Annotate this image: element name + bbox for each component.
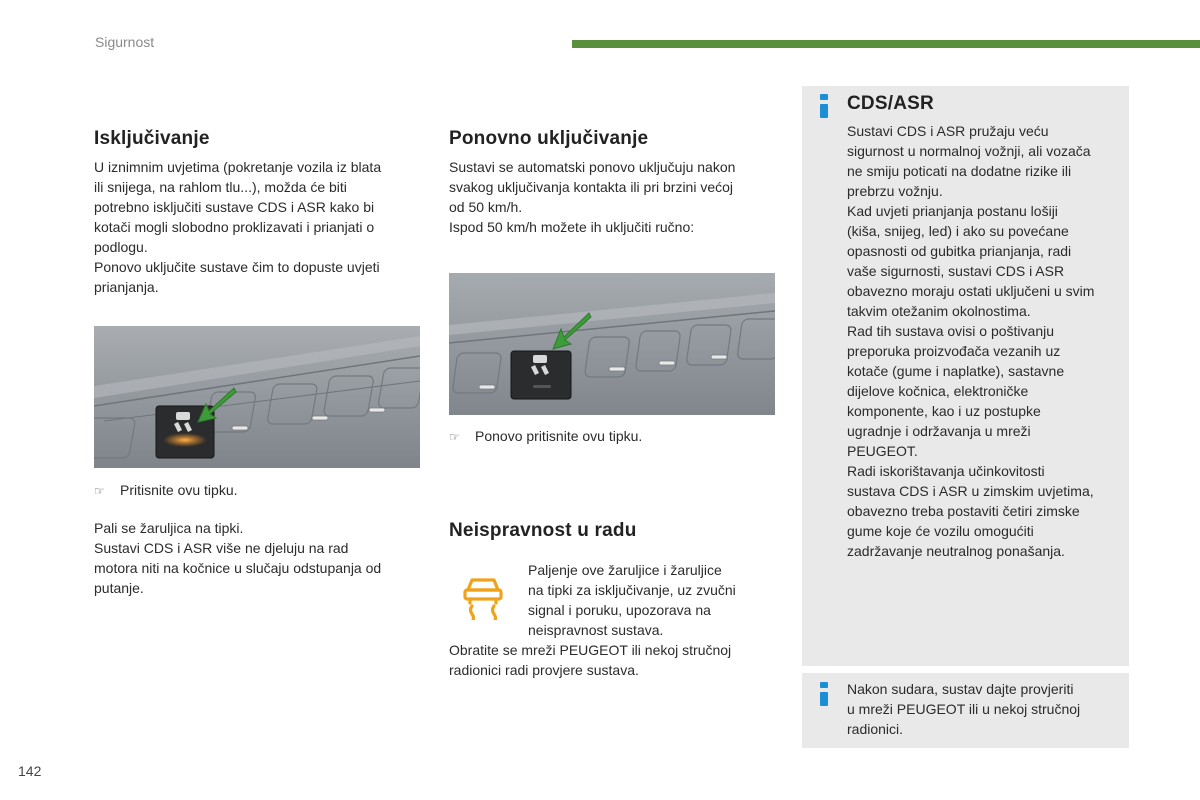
button-panel-photo-on [449,273,775,415]
text-line: od 50 km/h. [449,199,523,215]
text-line: Sustavi CDS i ASR više ne djeluju na rad [94,540,349,556]
text-line: Rad tih sustava ovisi o poštivanju [847,323,1054,339]
bullet-arrow-icon: ☞ [94,484,105,498]
section-title-reenable: Ponovno uključivanje [449,128,649,149]
info-icon-stem [820,104,828,118]
info-box-cds-asr [802,86,1129,666]
text-line: Nakon sudara, sustav dajte provjeriti [847,681,1074,697]
text-line: radionici. [847,721,904,737]
malfunction-description [528,560,778,640]
section-title-malfunction: Neispravnost u radu [449,520,637,541]
text-line: motora niti na kočnice u slučaju odstupanja od [94,560,382,576]
page-number: 142 [18,763,42,779]
info-box-after-collision [802,673,1129,748]
text-line: vaše sigurnosti, sustavi CDS i ASR [847,263,1065,279]
text-line: potrebno isključiti sustave CDS i ASR kako bi [94,199,375,215]
traction-warning-icon [460,574,506,620]
text-line: sigurnost u normalnoj vožnji, ali vozača [847,143,1091,159]
text-line: prianjanja. [94,279,159,295]
text-line: obavezno treba postaviti četiri zimske [847,503,1080,519]
bullet-arrow-icon: ☞ [449,430,460,444]
text-line: obavezno moraju ostati uključeni u svim [847,283,1095,299]
text-line: PEUGEOT. [847,443,918,459]
info-box-title: CDS/ASR [847,93,934,114]
text-line: Paljenje ove žaruljice i žaruljice [528,562,722,578]
text-line: (kiša, snijeg, led) i ako su povećane [847,223,1069,239]
text-line: takvim otežanim okolnostima. [847,303,1031,319]
text-line: Kad uvjeti prianjanja postanu lošiji [847,203,1058,219]
text-line: podlogu. [94,239,148,255]
text-line: sustava CDS i ASR u zimskim uvjetima, [847,483,1094,499]
info-icon [820,682,828,688]
text-line: prebrzu vožnju. [847,183,943,199]
section-label: Sigurnost [95,34,155,50]
text-line: Pali se žaruljica na tipki. [94,520,244,536]
text-line: radionici radi provjere sustava. [449,662,639,678]
info-icon-stem [820,692,828,706]
bullet-text: Pritisnite ovu tipku. [120,482,238,498]
text-line: dijelove kočnica, elektroničke [847,383,1029,399]
text-line: neispravnost sustava. [528,622,664,638]
text-line: kotači mogli slobodno proklizavati i prianjati o [94,219,375,235]
text-line: Sustavi CDS i ASR pružaju veću [847,123,1049,139]
info-box-body [847,121,1127,561]
text-line: signal i poruku, upozorava na [528,602,711,618]
text-line: Ponovo uključite sustave čim to dopuste uvjeti [94,259,380,275]
text-line: na tipki za isključivanje, uz zvučni [528,582,736,598]
text-line: Radi iskorištavanja učinkovitosti [847,463,1045,479]
text-line: Obratite se mreži PEUGEOT ili nekoj stručnoj [449,642,732,658]
button-panel-illustration [449,273,775,415]
disable-paragraph [94,157,424,297]
section-title-disable: Isključivanje [94,128,210,149]
text-line: zadržavanje neutralnog ponašanja. [847,543,1065,559]
info-icon [820,94,828,100]
bullet-press-again [449,426,779,447]
button-panel-photo-off [94,326,420,468]
button-panel-illustration [94,326,420,468]
text-line: kotače (gume i naplatke), sastavne [847,363,1065,379]
text-line: opasnosti od gubitka prianjanja, radi [847,243,1072,259]
contact-network-paragraph [449,640,779,680]
text-line: preporuka proizvođača vezanih uz [847,343,1061,359]
header-accent-bar [572,40,1200,48]
text-line: u mreži PEUGEOT ili u nekoj stručnoj [847,701,1081,717]
text-line: ne smiju poticati na dodatne rizike ili [847,163,1072,179]
bullet-text: Ponovo pritisnite ovu tipku. [475,428,643,444]
text-line: putanje. [94,580,144,596]
text-line: svakog uključivanja kontakta ili pri brzini većoj [449,179,734,195]
text-line: Sustavi se automatski ponovo uključuju nakon [449,159,736,175]
info-box-body [847,679,1127,739]
text-line: ili snijega, na rahlom tlu...), možda će biti [94,179,347,195]
bullet-press [94,480,424,501]
text-line: ugradnje i održavanja u mreži [847,423,1031,439]
text-line: U iznimnim uvjetima (pokretanje vozila iz blata [94,159,382,175]
text-line: gume koje će vozilu omogućiti [847,523,1034,539]
effect-paragraph [94,518,424,598]
reenable-paragraph [449,157,779,237]
text-line: Ispod 50 km/h možete ih uključiti ručno: [449,219,695,235]
text-line: komponente, kao i uz postupke [847,403,1041,419]
